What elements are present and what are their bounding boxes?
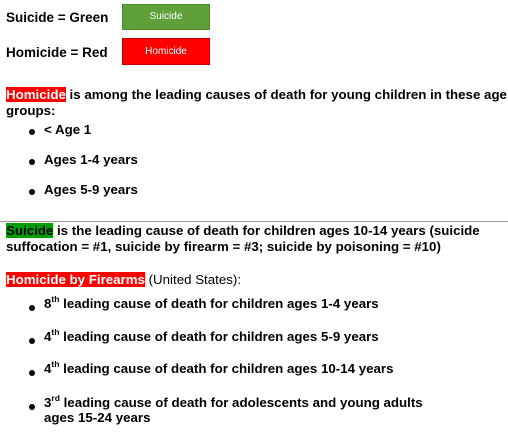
bullet-dot bbox=[29, 129, 35, 135]
bullet-dot bbox=[29, 189, 35, 195]
list-item: Ages 1-4 years bbox=[44, 152, 138, 167]
bullet-dot bbox=[29, 338, 35, 344]
firearms-highlight: Homicide by Firearms bbox=[6, 272, 145, 287]
list-item: 8th leading cause of death for children ages 1-4 years bbox=[44, 293, 379, 311]
suicide-line2: suffocation = #1, suicide by firearm = #3; suicide by poisoning = #10) bbox=[6, 239, 441, 254]
list-item: 4th leading cause of death for children ages 5-9 years bbox=[44, 326, 379, 344]
homicide-color-box: Homicide bbox=[122, 38, 210, 65]
list-item-continuation: ages 15-24 years bbox=[44, 410, 151, 425]
homicide-intro-text: is among the leading causes of death for young children in these age bbox=[65, 87, 507, 102]
firearms-heading bbox=[6, 272, 241, 288]
divider bbox=[0, 221, 508, 222]
homicide-legend-label: Homicide = Red bbox=[6, 45, 108, 60]
bullet-dot bbox=[29, 159, 35, 165]
list-item: 4th leading cause of death for children ages 10-14 years bbox=[44, 358, 394, 376]
list-item: 3rd leading cause of death for adolescents and young adults bbox=[44, 392, 423, 410]
bullet-dot bbox=[29, 370, 35, 376]
suicide-color-box: Suicide bbox=[122, 4, 210, 30]
suicide-legend-label: Suicide = Green bbox=[6, 10, 109, 25]
homicide-highlight: Homicide bbox=[6, 87, 66, 102]
list-item: < Age 1 bbox=[44, 122, 92, 137]
homicide-intro-line1 bbox=[6, 87, 507, 103]
bullet-dot bbox=[29, 404, 35, 410]
bullet-dot bbox=[29, 305, 35, 311]
homicide-intro-line2: groups: bbox=[6, 103, 56, 118]
list-item: Ages 5-9 years bbox=[44, 182, 138, 197]
suicide-text: is the leading cause of death for children ages 10-14 years (suicide bbox=[53, 223, 480, 238]
suicide-highlight: Suicide bbox=[6, 223, 54, 238]
firearms-suffix: (United States): bbox=[144, 272, 242, 287]
suicide-line1 bbox=[6, 223, 480, 239]
